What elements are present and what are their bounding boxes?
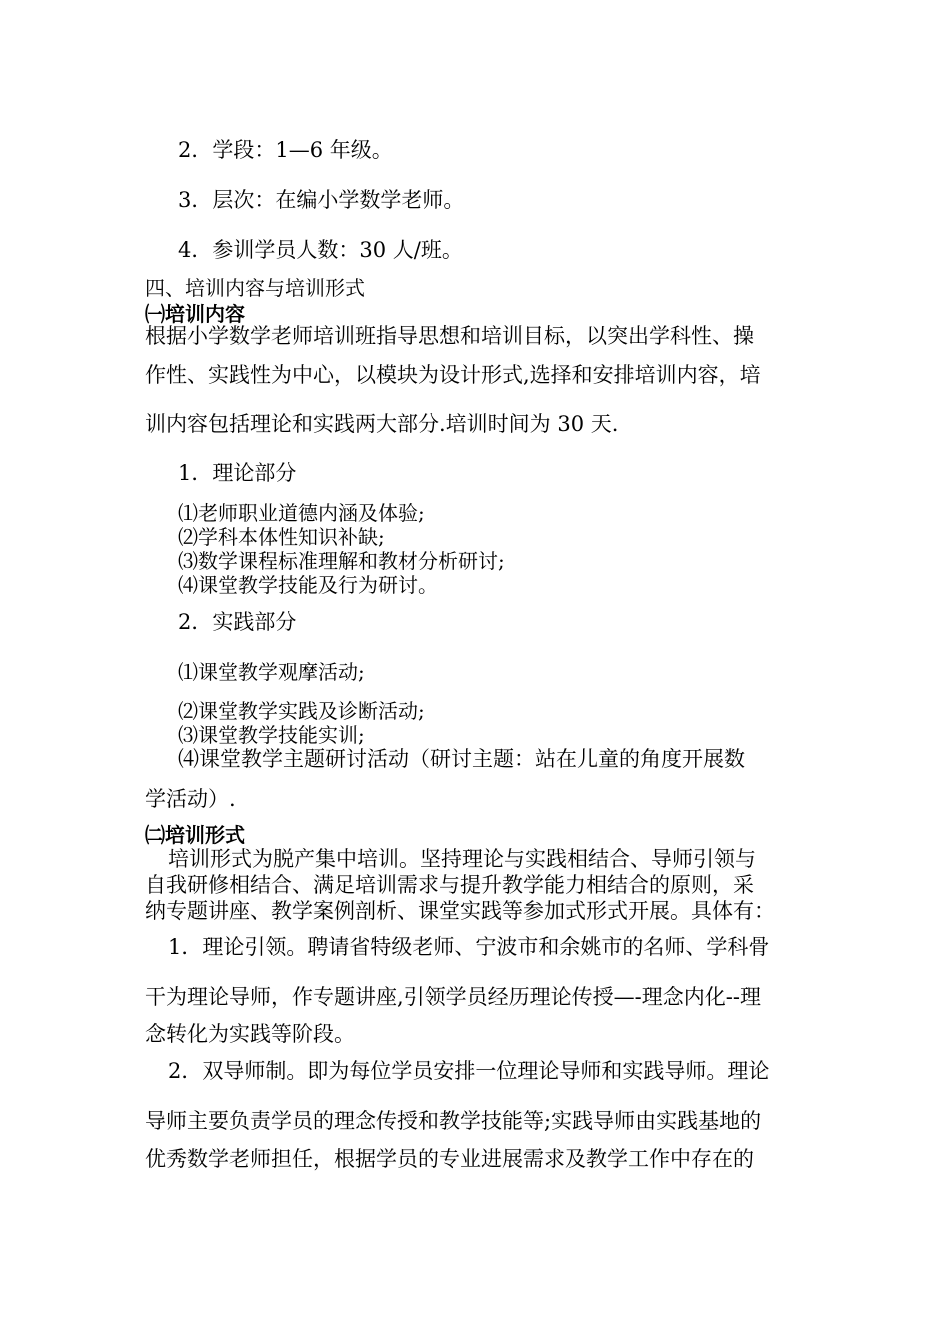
list-item: ⑵学科本体性知识补缺; <box>178 525 385 549</box>
paragraph-line: 干为理论导师，作专题讲座,引领学员经历理论传授—-理念内化--理 <box>145 985 761 1009</box>
paragraph-line: 念转化为实践等阶段。 <box>145 1022 355 1046</box>
list-item-continuation: 学活动）. <box>145 787 236 811</box>
list-item: ⑷课堂教学主题研讨活动（研讨主题：站在儿童的角度开展数 <box>178 747 745 771</box>
paragraph-line: 1．理论引领。聘请省特级老师、宁波市和余姚市的名师、学科骨 <box>168 935 770 959</box>
list-item: ⑷课堂教学技能及行为研讨。 <box>178 573 438 597</box>
item-trainee-count: 4．参训学员人数：30 人/班。 <box>178 238 463 262</box>
item-grade-range: 2．学段：1—6 年级。 <box>178 138 393 162</box>
paragraph-line: 培训形式为脱产集中培训。坚持理论与实践相结合、导师引领与 <box>168 847 756 871</box>
paragraph-line: 纳专题讲座、教学案例剖析、课堂实践等参加式形式开展。具体有： <box>145 899 775 923</box>
list-item: ⑶数学课程标准理解和教材分析研讨; <box>178 549 505 573</box>
section-heading-4: 四、培训内容与培训形式 <box>145 276 365 300</box>
list-item: ⑶课堂教学技能实训; <box>178 723 365 747</box>
paragraph-line: 自我研修相结合、满足培训需求与提升教学能力相结合的原则，采 <box>145 873 754 897</box>
paragraph-line: 优秀数学老师担任，根据学员的专业进展需求及教学工作中存在的 <box>145 1147 754 1171</box>
list-item: ⑵课堂教学实践及诊断活动; <box>178 699 425 723</box>
paragraph-line: 导师主要负责学员的理念传授和教学技能等;实践导师由实践基地的 <box>145 1109 762 1133</box>
subheading-training-content: ㈠培训内容 <box>145 302 245 326</box>
item-level: 3．层次：在编小学数学老师。 <box>178 188 465 212</box>
list-item: ⑴课堂教学观摩活动; <box>178 660 365 684</box>
item-practice-part: 2．实践部分 <box>178 610 297 634</box>
item-theory-part: 1．理论部分 <box>178 461 297 485</box>
paragraph-line: 训内容包括理论和实践两大部分.培训时间为 30 天. <box>145 412 619 436</box>
paragraph-line: 作性、实践性为中心，以模块为设计形式,选择和安排培训内容，培 <box>145 363 761 387</box>
paragraph-line: 根据小学数学老师培训班指导思想和培训目标，以突出学科性、操 <box>145 324 754 348</box>
paragraph-line: 2．双导师制。即为每位学员安排一位理论导师和实践导师。理论 <box>168 1059 770 1083</box>
subheading-training-form: ㈡培训形式 <box>145 823 245 847</box>
list-item: ⑴老师职业道德内涵及体验; <box>178 501 425 525</box>
